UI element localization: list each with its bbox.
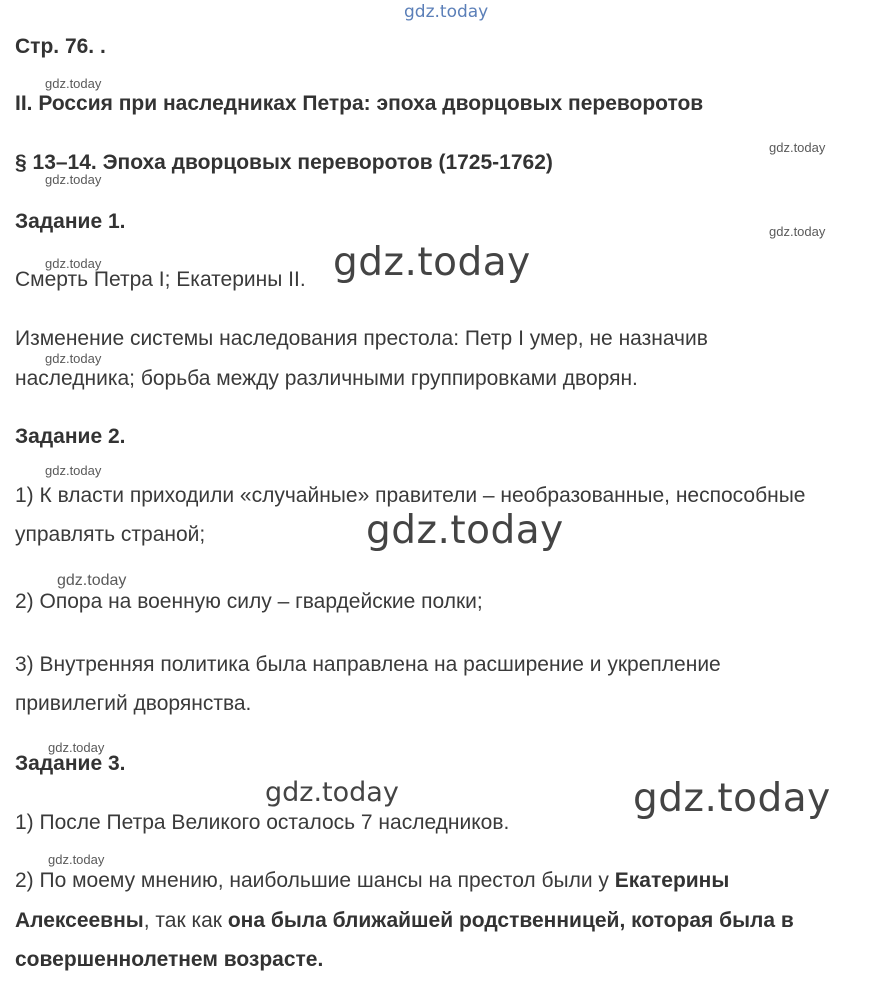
page-reference: Стр. 76. . bbox=[15, 35, 106, 58]
task2-item1-line2: управлять страной; bbox=[15, 523, 206, 546]
task3-item2-line3 bbox=[15, 947, 323, 973]
watermark-large: gdz.today bbox=[633, 776, 831, 821]
task3-item2-prefix: 2) По моему мнению, наибольшие шансы на престол были у bbox=[15, 869, 615, 892]
task2-item1-line1: 1) К власти приходили «случайные» правители – необразованные, неспособные bbox=[15, 484, 806, 507]
task3-item2-bold-reason: она была ближайшей родственницей, которая была в bbox=[227, 909, 794, 932]
watermark-small: gdz.today bbox=[45, 351, 102, 366]
task2-item3-line2: привилегий дворянства. bbox=[15, 692, 252, 715]
task3-item2-bold-reason-end: совершеннолетнем возрасте. bbox=[15, 948, 324, 971]
task1-answer1: Смерть Петра I; Екатерины II. bbox=[15, 268, 306, 291]
task2-item2: 2) Опора на военную силу – гвардейские полки; bbox=[15, 590, 483, 613]
watermark-small: gdz.today bbox=[45, 256, 102, 271]
paragraph-title: § 13–14. Эпоха дворцовых переворотов (1725-1762) bbox=[15, 151, 553, 174]
task3-item2-bold-name1: Екатерины bbox=[614, 869, 730, 892]
watermark-large: gdz.today bbox=[366, 508, 564, 553]
task3-item2-line1 bbox=[15, 868, 729, 894]
task1-answer2-line2: наследника; борьба между различными группировками дворян. bbox=[15, 367, 638, 390]
watermark-small: gdz.today bbox=[45, 76, 102, 91]
watermark-small: gdz.today bbox=[45, 172, 102, 187]
task3-item1: 1) После Петра Великого осталось 7 наследников. bbox=[15, 811, 510, 834]
task2-item3-line1: 3) Внутренняя политика была направлена на расширение и укрепление bbox=[15, 653, 721, 676]
task2-heading: Задание 2. bbox=[15, 425, 126, 448]
task1-heading: Задание 1. bbox=[15, 210, 126, 233]
watermark-small: gdz.today bbox=[57, 572, 127, 589]
task1-answer2-line1: Изменение системы наследования престола: Петр I умер, не назначив bbox=[15, 327, 708, 350]
watermark-small: gdz.today bbox=[45, 463, 102, 478]
watermark-large: gdz.today bbox=[333, 240, 531, 285]
watermark-small: gdz.today bbox=[48, 852, 105, 867]
watermark-top: gdz.today bbox=[404, 2, 489, 22]
task3-item2-mid: , так как bbox=[143, 909, 228, 932]
watermark-small: gdz.today bbox=[769, 224, 826, 239]
task3-heading: Задание 3. bbox=[15, 752, 126, 775]
task3-item2-line2 bbox=[15, 908, 794, 934]
watermark-small: gdz.today bbox=[48, 740, 105, 755]
watermark-medium: gdz.today bbox=[265, 777, 399, 808]
task3-item2-bold-name2: Алексеевны bbox=[15, 909, 144, 932]
watermark-small: gdz.today bbox=[769, 140, 826, 155]
section-title: II. Россия при наследниках Петра: эпоха дворцовых переворотов bbox=[15, 92, 704, 115]
